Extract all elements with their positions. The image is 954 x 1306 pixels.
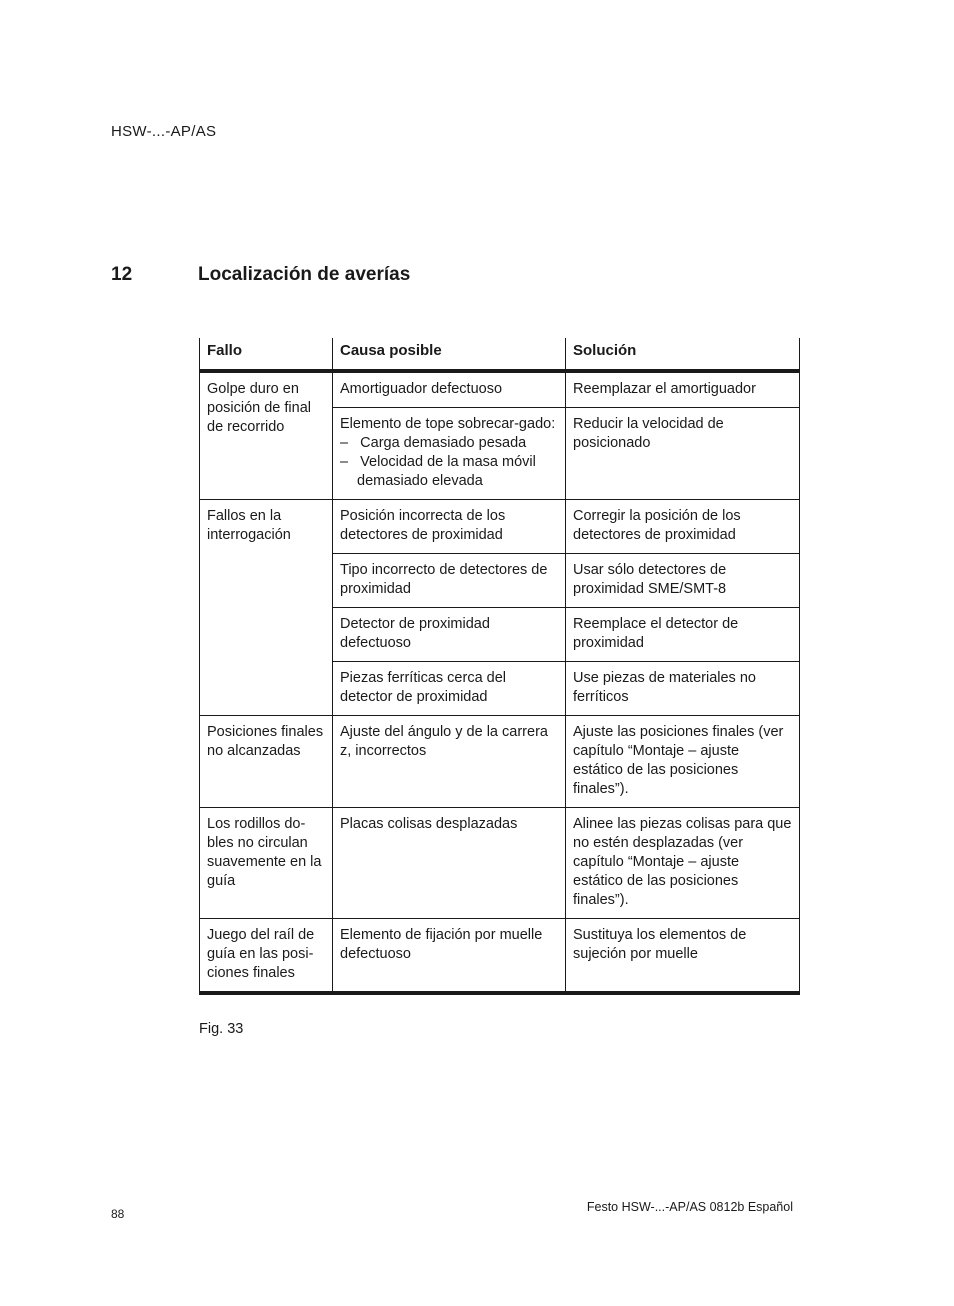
table-row (200, 919, 800, 994)
solution-cell: Reemplace el detector de proximidad (566, 608, 800, 662)
cause-cell: Elemento de fijación por muelle defectuoso (333, 919, 566, 994)
fault-cell: Los rodillos do-bles no circulan suavemente en la guía (200, 808, 333, 919)
cause-cell: Placas colisas desplazadas (333, 808, 566, 919)
table-row (200, 808, 800, 919)
cause-cell (333, 408, 566, 500)
section-title: Localización de averías (198, 264, 411, 285)
solution-cell: Ajuste las posiciones finales (ver capítulo “Montaje – ajuste estático de las posiciones finales”). (566, 716, 800, 808)
solution-cell: Corregir la posición de los detectores de proximidad (566, 500, 800, 554)
cause-cell: Piezas ferríticas cerca del detector de proximidad (333, 662, 566, 716)
cause-bullet: – Carga demasiado pesada (340, 435, 527, 451)
cause-bullet: – Velocidad de la masa móvil demasiado elevada (340, 454, 536, 489)
header-fault: Fallo (200, 338, 333, 371)
cause-cell: Amortiguador defectuoso (333, 371, 566, 408)
solution-cell: Usar sólo detectores de proximidad SME/SMT-8 (566, 554, 800, 608)
table-row (200, 500, 800, 554)
figure-caption: Fig. 33 (199, 1021, 244, 1037)
cause-cell: Posición incorrecta de los detectores de proximidad (333, 500, 566, 554)
solution-cell: Sustituya los elementos de sujeción por muelle (566, 919, 800, 994)
cause-cell: Tipo incorrecto de detectores de proximidad (333, 554, 566, 608)
cause-cell: Ajuste del ángulo y de la carrera z, incorrectos (333, 716, 566, 808)
solution-cell: Use piezas de materiales no ferríticos (566, 662, 800, 716)
table-row (200, 716, 800, 808)
section-number: 12 (111, 264, 133, 285)
cause-text: Elemento de tope sobrecar-gado: (340, 416, 556, 432)
table-header-row (200, 338, 800, 371)
solution-cell: Alinee las piezas colisas para que no estén desplazadas (ver capítulo “Montaje – ajuste estático de las posiciones finales”). (566, 808, 800, 919)
footer-text: Festo HSW-...-AP/AS 0812b Español (586, 1200, 793, 1214)
header-solution: Solución (566, 338, 800, 371)
fault-cell: Fallos en la interrogación (200, 500, 333, 716)
solution-cell: Reemplazar el amortiguador (566, 371, 800, 408)
document-header: HSW-...-AP/AS (111, 123, 217, 140)
cause-cell: Detector de proximidad defectuoso (333, 608, 566, 662)
fault-cell: Posiciones finales no alcanzadas (200, 716, 333, 808)
troubleshooting-table (199, 338, 800, 995)
page-number: 88 (111, 1207, 125, 1221)
table-row (200, 371, 800, 408)
solution-cell: Reducir la velocidad de posicionado (566, 408, 800, 500)
fault-cell: Juego del raíl de guía en las posi-ciones finales (200, 919, 333, 994)
fault-cell: Golpe duro en posición de final de recorrido (200, 371, 333, 500)
header-cause: Causa posible (333, 338, 566, 371)
table-body (200, 371, 800, 993)
